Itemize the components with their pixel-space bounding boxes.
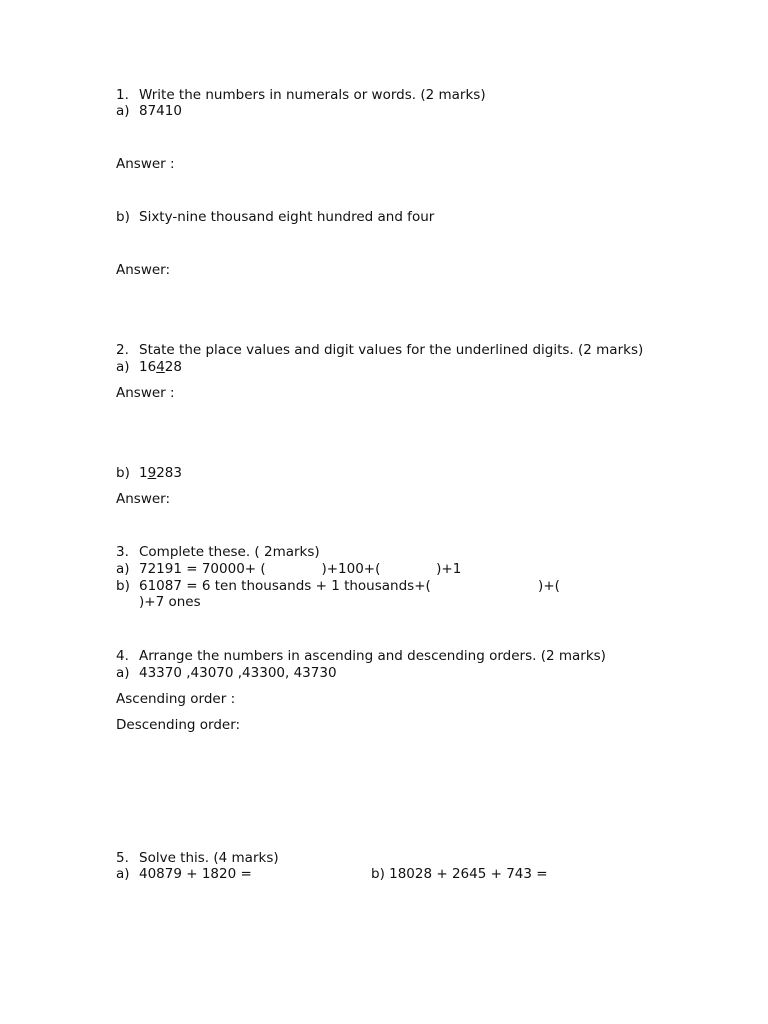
q2-part-b: b) 19283 [116, 465, 182, 481]
q2-title: State the place values and digit values for the underlined digits. (2 marks) [139, 342, 644, 358]
q2-answer-b: Answer: [116, 491, 171, 507]
q2-heading: 2. State the place values and digit values for the underlined digits. (2 marks) [116, 342, 644, 358]
q1-part-a: a) 87410 [116, 103, 182, 119]
q5-part-a: a) 40879 + 1820 = [116, 866, 252, 882]
q2-answer-a: Answer : [116, 385, 175, 401]
q4-descending-label: Descending order: [116, 717, 241, 733]
q3-part-a: a) 72191 = 70000+ ( )+100+( )+1 [116, 561, 462, 577]
q1-part-b: b) Sixty-nine thousand eight hundred and four [116, 209, 435, 225]
q5-title: Solve this. (4 marks) [139, 850, 279, 866]
q4-heading: 4. Arrange the numbers in ascending and descending orders. (2 marks) [116, 648, 606, 664]
q3-title: Complete these. ( 2marks) [139, 544, 320, 560]
q5-part-b: b) 18028 + 2645 + 743 = [371, 866, 548, 882]
q1-answer-a: Answer : [116, 156, 175, 172]
q4-part-a: a) 43370 ,43070 ,43300, 43730 [116, 665, 337, 681]
q1-heading: 1. Write the numbers in numerals or words. (2 marks) [116, 87, 486, 103]
q3-heading: 3. Complete these. ( 2marks) [116, 544, 320, 560]
q3-part-b: b) 61087 = 6 ten thousands + 1 thousands+( )+( [116, 578, 560, 594]
q3-part-b-continued: )+7 ones [139, 594, 201, 610]
underlined-digit: 4 [156, 359, 165, 375]
q4-title: Arrange the numbers in ascending and descending orders. (2 marks) [139, 648, 606, 664]
q2-part-a: a) 16428 [116, 359, 182, 375]
q4-ascending-label: Ascending order : [116, 691, 236, 707]
q5-heading: 5. Solve this. (4 marks) [116, 850, 279, 866]
q1-title: Write the numbers in numerals or words. (2 marks) [139, 87, 486, 103]
q1-answer-b: Answer: [116, 262, 171, 278]
underlined-digit: 9 [147, 465, 157, 481]
